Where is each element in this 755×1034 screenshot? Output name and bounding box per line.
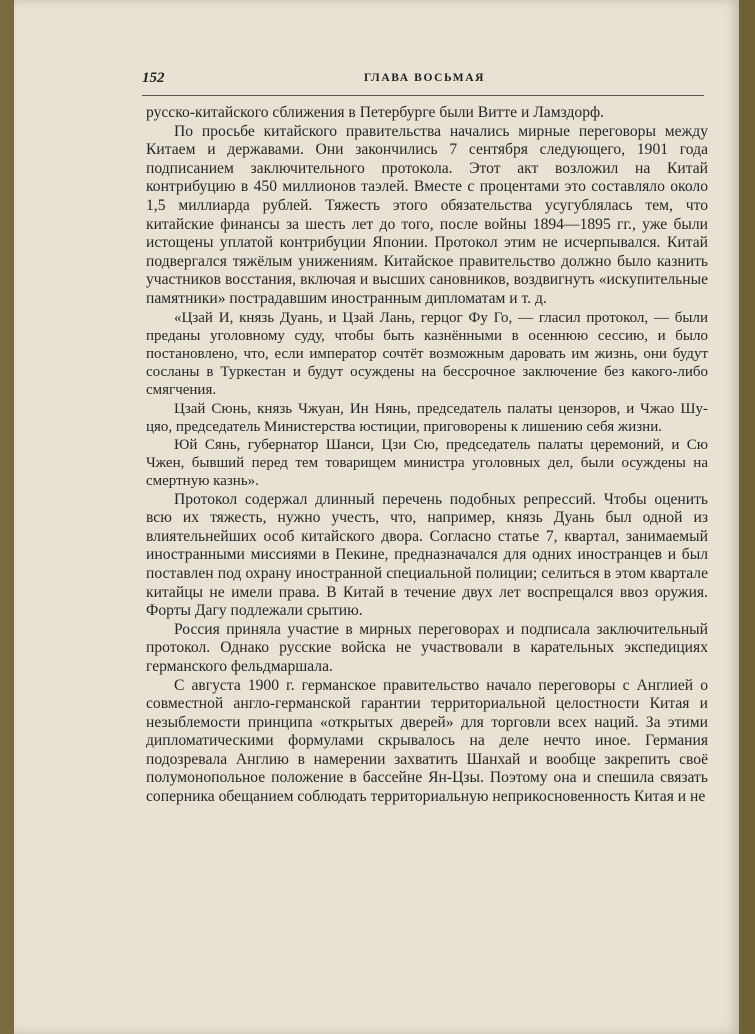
- page-header: [142, 70, 702, 92]
- header-rule: [142, 95, 704, 96]
- paragraph-7: Россия приняла участие в мирных переговорах и подписала заключительный протокол. Однако русские войска не участвовали в карательных экспедициях германского фельдмаршала.: [146, 620, 708, 675]
- page-edge: [739, 0, 755, 1034]
- paragraph-1: русско-китайского сближения в Петербурге были Витте и Ламздорф.: [146, 104, 605, 121]
- quote-paragraph-2: Цзай Сюнь, князь Чжуан, Ин Нянь, председатель палаты цензоров, и Чжао Шу-цяо, председатель Министерства юстиции, приговорены к лишению себя жизни.: [146, 400, 708, 435]
- paragraph-8: С августа 1900 г. германское правительство начало переговоры с Англией о совместной англо-германской гарантии территориальной целостности Китая и незыблемости принципа «открытых дверей» для торговли всех наций. За этими дипломатическими формулами скрывалось на деле нечто иное. Германия подозревала Англию в намерении захватить Шанхай и вообще закрепить своё полумонопольное положение в бассейне Ян-Цзы. Поэтому она и спешила связать соперника обещанием соблюдать территориальную неприкосновенность Китая и не: [146, 676, 708, 806]
- body-text: [146, 104, 708, 807]
- quote-paragraph-3: Юй Сянь, губернатор Шанси, Цзи Сю, председатель палаты церемоний, и Сю Чжен, бывший перед тем товарищем министра уголовных дел, были осуждены на смертную казнь».: [146, 436, 708, 490]
- paragraph-6: Протокол содержал длинный перечень подобных репрессий. Чтобы оценить всю их тяжесть, нужно учесть, что, например, князь Дуань был одной из влиятельнейших особ китайского двора. Согласно статье 7, квартал, занимаемый иностранными миссиями в Пекине, предназначался для одних иностранцев и был поставлен под охрану иностранной специальной полиции; селиться в этом квартале китайцы не имели права. В Китай в течение двух лет воспрещался ввоз оружия. Форты Дагу подлежали срытию.: [146, 490, 708, 620]
- running-head: ГЛАВА ВОСЬМАЯ: [364, 72, 486, 84]
- paragraph-2: По просьбе китайского правительства начались мирные переговоры между Китаем и державами. Они закончились 7 сентября следующего, 1901 года подписанием заключительного протокола. Этот акт возложил на Китай контрибуцию в 450 миллионов таэлей. Вместе с процентами это составляло около 1,5 миллиарда рублей. Тяжесть этого обязательства усугублялась тем, что китайские финансы за шесть лет до того, после войны 1894—1895 гг., уже были истощены уплатой контрибуции Японии. Протокол этим не исчерпывался. Китай подвергался тяжёлым унижениям. Китайское правительство должно было казнить участников восстания, включая и высших сановников, воздвигнуть «искупительные памятники» пострадавшим иностранным дипломатам и т. д.: [146, 122, 708, 307]
- book-page: [14, 0, 740, 1034]
- page-number: 152: [142, 70, 165, 86]
- quote-paragraph-1: «Цзай И, князь Дуань, и Цзай Лань, герцог Фу Го, — гласил протокол, — были преданы уголовному суду, чтобы быть казнёнными в осеннюю сессию, и было постановлено, что, если император сочтёт возможным даровать им жизнь, они будут сосланы в Туркестан и будут осуждены на бессрочное заключение без какого-либо смягчения.: [146, 309, 708, 399]
